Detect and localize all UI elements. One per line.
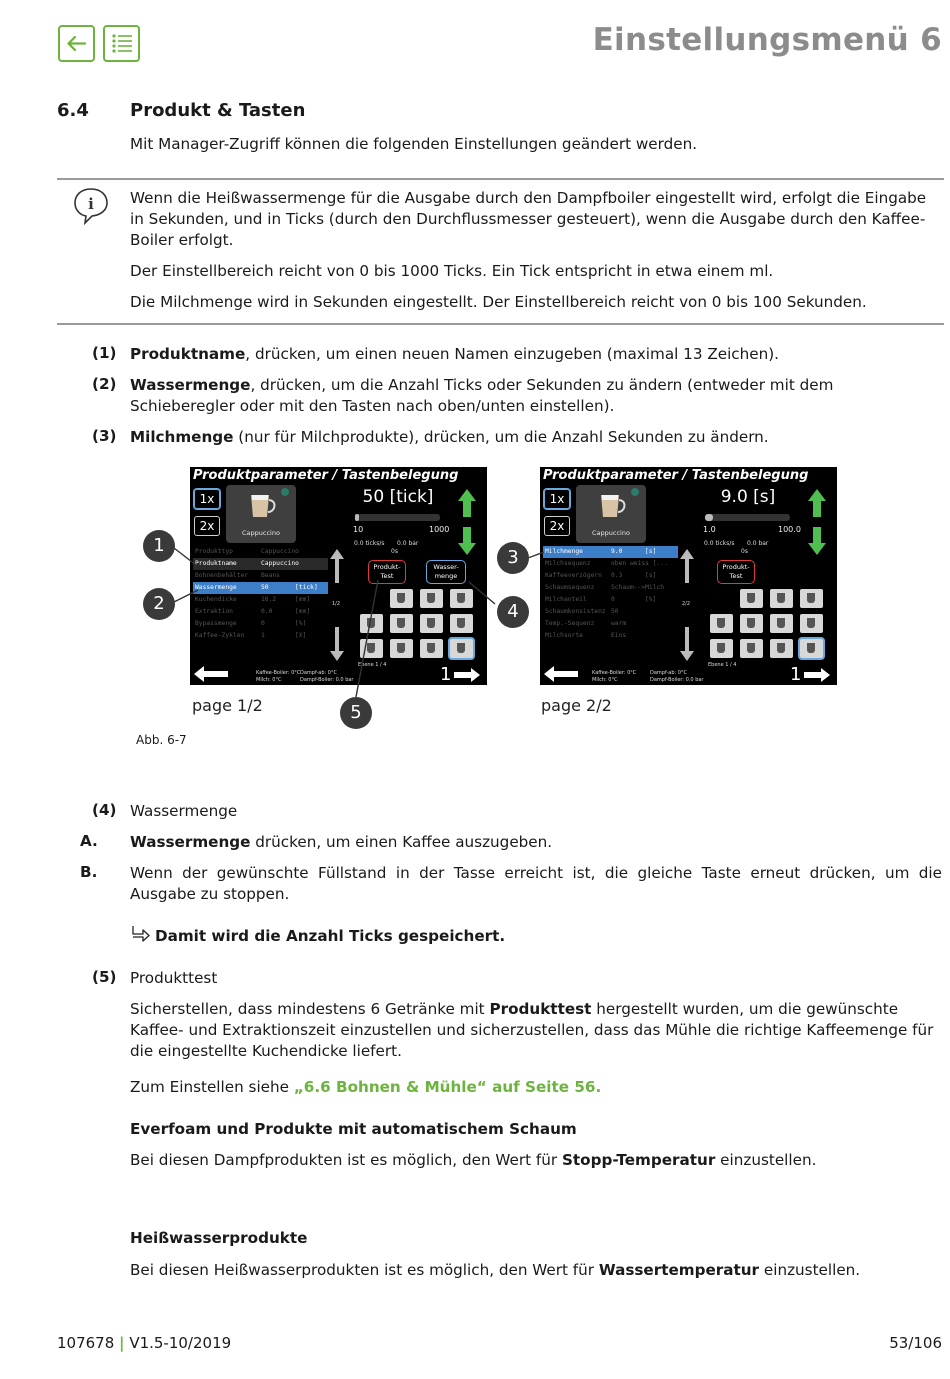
parameter-cell: Milchsorte	[545, 632, 583, 639]
figure-caption: page 2/2	[541, 696, 612, 715]
parameter-cell: Kuchendicke	[195, 596, 237, 603]
steam-temp: Dampf-ab: 0°C	[300, 670, 337, 676]
parameter-cell: [s]	[645, 548, 657, 555]
text-part: Bei diesen Dampfprodukten ist es möglich, den Wert für	[130, 1151, 562, 1169]
parameter-cell: Schaumsequenz	[545, 584, 595, 591]
text-part: einzustellen.	[759, 1261, 861, 1279]
parameter-cell: Produkttyp	[195, 548, 233, 555]
boiler-temp: Kaffee-Boiler: 0°C	[256, 670, 301, 676]
level-indicator: Ebene 1 / 4	[708, 662, 737, 668]
screen-title: Produktparameter / Tastenbelegung	[543, 468, 809, 483]
section-title: Produkt & Tasten	[130, 100, 306, 121]
subheading: Heißwasserprodukte	[130, 1229, 308, 1247]
water-amount-button: Wasser- menge	[426, 560, 466, 584]
parameter-cell: [tick]	[295, 584, 318, 591]
result-text: Damit wird die Anzahl Ticks gespeichert.	[155, 927, 506, 945]
parameter-cell: Cappuccino	[261, 548, 299, 555]
doc-version: V1.5-10/2019	[129, 1334, 232, 1352]
slider-max: 100.0	[778, 525, 801, 534]
milk-temp: Milch: 0°C	[592, 677, 618, 683]
parameter-cell: Temp.-Sequenz	[545, 620, 595, 627]
item-term: Milchmenge	[130, 428, 234, 446]
step-text	[130, 832, 942, 853]
slider-min: 1.0	[703, 525, 716, 534]
slider-min: 10	[353, 525, 364, 534]
result-arrow-icon	[131, 925, 151, 943]
parameter-cell: Produktname	[195, 560, 237, 567]
item-title: Wassermenge	[130, 802, 238, 820]
parameter-cell: Eins	[611, 632, 627, 639]
parameter-cell: Extraktion	[195, 608, 233, 615]
item-term: Produktname	[130, 345, 246, 363]
parameter-cell: warm	[611, 620, 627, 627]
screen-title: Produktparameter / Tastenbelegung	[193, 468, 459, 483]
paragraph	[130, 1260, 942, 1281]
chapter-title: Einstellungsmenü 6	[592, 22, 942, 58]
item-number: (2)	[92, 375, 117, 393]
slider-max: 1000	[429, 525, 450, 534]
callout-5: 5	[340, 697, 372, 729]
item-paragraph	[130, 1077, 942, 1098]
cross-reference-link[interactable]: „6.6 Bohnen & Mühle“ auf Seite 56.	[293, 1078, 602, 1096]
steam-pressure: Dampf-Boiler: 0.0 bar	[300, 677, 354, 683]
parameter-cell: 9.0	[611, 548, 623, 555]
parameter-cell: Kaffeeverzögern	[545, 572, 602, 579]
time-status: 0s	[391, 548, 398, 555]
parameter-cell: Bypassmenge	[195, 620, 237, 627]
parameter-cell: Bohnenbehälter	[195, 572, 249, 579]
intro-text: Mit Manager-Zugriff können die folgenden Einstellungen geändert werden.	[130, 135, 698, 153]
paragraph	[130, 1150, 942, 1171]
text-term: Wassertemperatur	[598, 1261, 760, 1279]
step-term: Wassermenge	[130, 833, 251, 851]
text-part: einzustellen.	[715, 1151, 817, 1169]
text-part: Zum Einstellen siehe	[130, 1078, 294, 1096]
value-display: 9.0 [s]	[720, 487, 776, 507]
parameter-cell: [%]	[295, 620, 307, 627]
text-term: Stopp-Temperatur	[561, 1151, 716, 1169]
step-letter: A.	[80, 832, 98, 850]
parameter-cell: Beans	[261, 572, 280, 579]
text-part: Sicherstellen, dass mindestens 6 Getränke mit	[130, 1000, 490, 1018]
step-letter: B.	[80, 863, 98, 881]
parameter-cell: Cappuccino	[261, 560, 299, 567]
parameter-cell: 16.2	[261, 596, 277, 603]
pressure-status: 0.0 bar	[747, 540, 769, 547]
callout-3: 3	[497, 542, 529, 574]
text-term: Produkttest	[489, 1000, 592, 1018]
step-text: Wenn der gewünschte Füllstand in der Tasse erreicht ist, die gleiche Taste erneut drücken, um die Ausgabe zu stoppen.	[130, 864, 942, 903]
pressure-status: 0.0 bar	[397, 540, 419, 547]
parameter-cell: 0	[611, 596, 615, 603]
page-indicator: 1/2	[332, 601, 341, 607]
steam-temp: Dampf-ab: 0°C	[650, 670, 687, 676]
parameter-cell: Milchanteil	[545, 596, 587, 603]
item-text: (nur für Milchprodukte), drücken, um die Anzahl Sekunden zu ändern.	[233, 428, 769, 446]
item-number: (3)	[92, 427, 117, 445]
single-shot-button: 1x	[194, 489, 220, 509]
parameter-cell: [mm]	[295, 596, 311, 603]
item-text: , drücken, um einen neuen Namen einzugeben (maximal 13 Zeichen).	[245, 345, 779, 363]
product-label: Cappuccino	[592, 529, 630, 537]
item-text: , drücken, um die Anzahl Ticks oder Sekunden zu ändern (entweder mit dem Schieberegler oder mit den Tasten nach oben/unten einstellen).	[130, 376, 834, 415]
text-part: Bei diesen Heißwasserprodukten ist es möglich, den Wert für	[130, 1261, 599, 1279]
item-paragraph	[130, 999, 942, 1062]
footer-separator: |	[119, 1334, 125, 1352]
parameter-cell: 0	[261, 620, 265, 627]
parameter-cell: 1	[261, 632, 265, 639]
milk-temp: Milch: 0°C	[256, 677, 282, 683]
parameter-cell: 0.3	[611, 572, 623, 579]
item-number: (1)	[92, 344, 117, 362]
parameter-cell: [s]	[645, 572, 657, 579]
time-status: 0s	[741, 548, 748, 555]
steam-pressure: Dampf-Boiler: 0.0 bar	[650, 677, 704, 683]
flow-status: 0.0 ticks/s	[354, 540, 385, 547]
page-number-display: 1	[440, 664, 452, 685]
double-shot-button: 2x	[544, 516, 570, 536]
parameter-cell: oben weiss [...	[611, 560, 668, 567]
parameter-cell: 50	[611, 608, 619, 615]
parameter-cell: Kaffee-Zyklen	[195, 632, 245, 639]
callout-4: 4	[497, 596, 529, 628]
info-paragraph-3: Die Milchmenge wird in Sekunden eingestellt. Der Einstellbereich reicht von 0 bis 100 Sekunden.	[130, 293, 867, 311]
product-test-button: Produkt- Test	[368, 560, 406, 584]
parameter-cell: Wassermenge	[195, 584, 237, 591]
callout-1: 1	[143, 530, 175, 562]
section-number: 6.4	[57, 100, 89, 121]
callout-2: 2	[143, 588, 175, 620]
figure-label: Abb. 6-7	[136, 733, 187, 747]
subheading: Everfoam und Produkte mit automatischem Schaum	[130, 1120, 577, 1138]
level-indicator: Ebene 1 / 4	[358, 662, 387, 668]
item-number: (4)	[92, 801, 117, 819]
item-term: Wassermenge	[130, 376, 251, 394]
product-test-button: Produkt- Test	[717, 560, 755, 584]
parameter-cell: 0.0	[261, 608, 273, 615]
doc-number: 107678	[57, 1334, 115, 1352]
page-indicator: 2/2	[682, 601, 691, 607]
item-title: Produkttest	[130, 969, 218, 987]
svg-text:i: i	[88, 195, 94, 213]
single-shot-button: 1x	[544, 489, 570, 509]
item-number: (5)	[92, 968, 117, 986]
flow-status: 0.0 ticks/s	[704, 540, 735, 547]
text-part: hergestellt wurden, um die gewünschte Kaffee- und Extraktionszeit einzustellen und sicherzustellen, dass das Mühle die richtige Kaffeemenge für die eingestellte Kuchendicke liefert.	[130, 1000, 934, 1060]
parameter-cell: 50	[261, 584, 269, 591]
boiler-temp: Kaffee-Boiler: 0°C	[592, 670, 637, 676]
parameter-cell: Milchmenge	[545, 548, 583, 555]
parameter-cell: Schaumkonsistenz	[545, 608, 606, 615]
page-number: 53/106	[889, 1334, 942, 1352]
info-paragraph-1: Wenn die Heißwassermenge für die Ausgabe durch den Dampfboiler eingestellt wird, erfolgt die Eingabe in Sekunden, und in Ticks (durch den Durchflussmesser gesteuert), wenn die Ausgabe durch den Kaffee-Boiler erfolgt.	[130, 189, 927, 249]
value-display: 50 [tick]	[362, 487, 434, 507]
parameter-cell: [mm]	[295, 608, 311, 615]
step-rest: drücken, um einen Kaffee auszugeben.	[250, 833, 553, 851]
info-paragraph-2: Der Einstellbereich reicht von 0 bis 1000 Ticks. Ein Tick entspricht in etwa einem ml.	[130, 262, 774, 280]
parameter-cell: Schaum-->Milch	[611, 584, 665, 591]
parameter-cell: [X]	[295, 632, 307, 639]
product-label: Cappuccino	[242, 529, 280, 537]
page-number-display: 1	[790, 664, 802, 685]
parameter-cell: [%]	[645, 596, 657, 603]
double-shot-button: 2x	[194, 516, 220, 536]
footer-doc-info	[57, 1334, 231, 1352]
figure-caption: page 1/2	[192, 696, 263, 715]
parameter-cell: Milchsequenz	[545, 560, 591, 567]
